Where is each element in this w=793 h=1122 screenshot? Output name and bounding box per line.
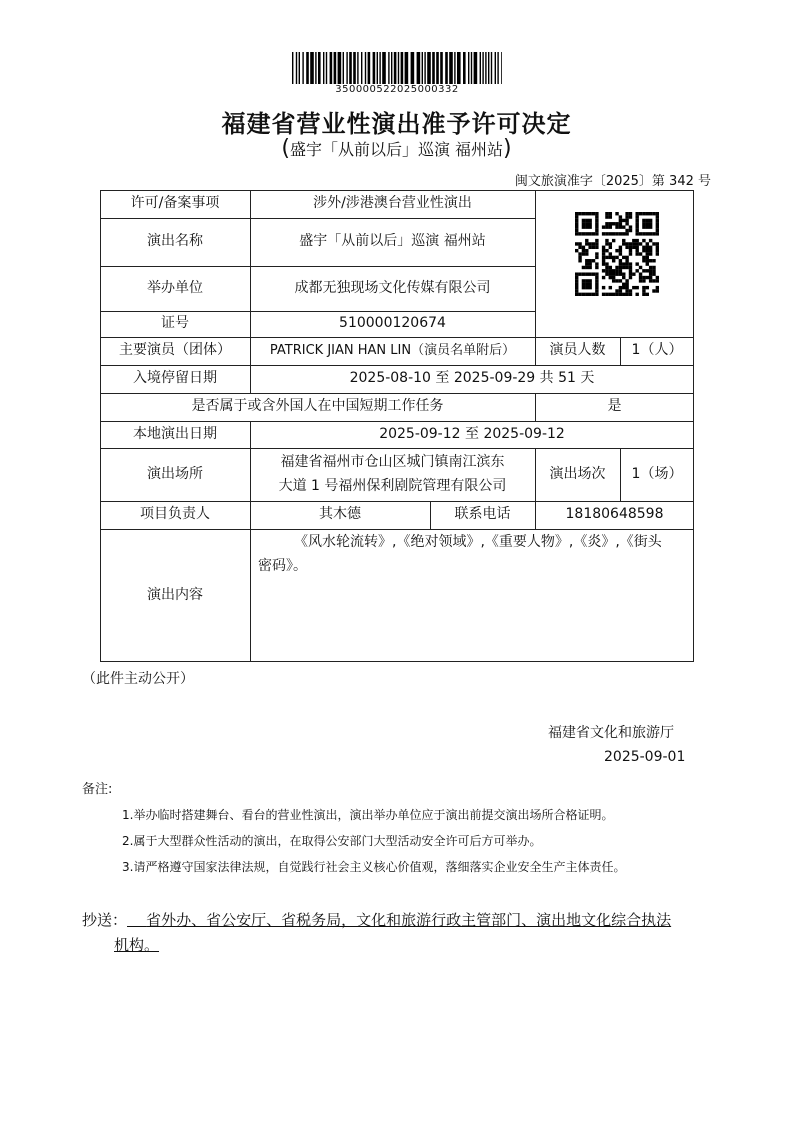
permit-item-label: 许可/备案事项 [130, 195, 220, 212]
document-title: 福建省营业性演出准予许可决定 [221, 110, 572, 138]
cc-line-1: 省外办、省公安厅、省税务局，文化和旅游行政主管部门、演出地文化综合执法 [146, 911, 672, 929]
carbon-copy [82, 908, 722, 954]
content-line-2: 密码》。 [258, 557, 307, 574]
manager-value: 其木德 [319, 506, 361, 523]
barcode [292, 52, 502, 84]
organizer-label: 举办单位 [147, 279, 203, 296]
note-item: 1.举办临时搭建舞台、看台的营业性演出，演出举办单位应于演出前提交演出场所合格证明。 [122, 808, 614, 822]
note-item: 2.属于大型群众性活动的演出，在取得公安部门大型活动安全许可后方可举办。 [122, 834, 542, 848]
manager-label: 项目负责人 [140, 506, 210, 523]
short-work-label: 是否属于或含外国人在中国短期工作任务 [191, 398, 444, 415]
cc-line-2: 机构。 [114, 936, 160, 954]
content-line-1: 《风水轮流转》,《绝对领域》,《重要人物》,《炎》,《街头 [294, 534, 662, 550]
performer-count-label: 演员人数 [549, 342, 606, 359]
phone-value: 18180648598 [565, 506, 664, 523]
barcode-number: 350000522025000332 [335, 84, 459, 95]
license-label: 证号 [161, 315, 189, 332]
public-disclosure-note: （此件主动公开） [82, 671, 194, 687]
document-subtitle: (盛宇「从前以后」巡演 福州站) [281, 136, 512, 161]
issuing-authority: 福建省文化和旅游厅 [548, 725, 674, 741]
qr-code-icon [575, 212, 659, 296]
phone-label: 联系电话 [454, 506, 511, 523]
permit-table [100, 190, 694, 662]
local-dates-value: 2025-09-12 至 2025-09-12 [379, 425, 565, 442]
performers-value: PATRICK JIAN HAN LIN（演员名单附后） [269, 342, 516, 358]
cc-label: 抄送： [82, 911, 128, 929]
note-item: 3.请严格遵守国家法律法规，自觉践行社会主义核心价值观，落细落实企业安全生产主体责任。 [122, 860, 626, 874]
venue-label: 演出场所 [147, 465, 203, 482]
permit-item-value: 涉外/涉港澳台营业性演出 [313, 195, 472, 212]
license-value: 510000120674 [339, 315, 446, 332]
venue-line-2: 大道 1 号福州保利剧院管理有限公司 [278, 477, 507, 494]
document-number: 闽文旅演准字〔2025〕第 342 号 [514, 174, 711, 189]
show-name-value: 盛宇「从前以后」巡演 福州站 [299, 233, 486, 250]
show-name-label: 演出名称 [147, 233, 203, 250]
venue-value [250, 448, 535, 501]
content-value [250, 529, 694, 662]
entry-stay-value: 2025-08-10 至 2025-09-29 共 51 天 [349, 370, 595, 387]
short-work-value: 是 [607, 398, 622, 415]
show-count-label: 演出场次 [549, 465, 606, 482]
local-dates-label: 本地演出日期 [133, 425, 217, 442]
subtitle-text: 盛宇「从前以后」巡演 福州站 [289, 140, 504, 159]
issue-date: 2025-09-01 [604, 749, 686, 765]
performers-label: 主要演员（团体） [119, 342, 231, 359]
show-count-value: 1（场） [631, 465, 683, 482]
notes-title: 备注: [82, 782, 113, 797]
content-label: 演出内容 [147, 586, 203, 603]
organizer-value: 成都无独现场文化传媒有限公司 [294, 279, 491, 296]
venue-line-1: 福建省福州市仓山区城门镇南江滨东 [280, 453, 505, 470]
entry-stay-label: 入境停留日期 [133, 370, 217, 387]
performer-count-value: 1（人） [631, 342, 683, 359]
